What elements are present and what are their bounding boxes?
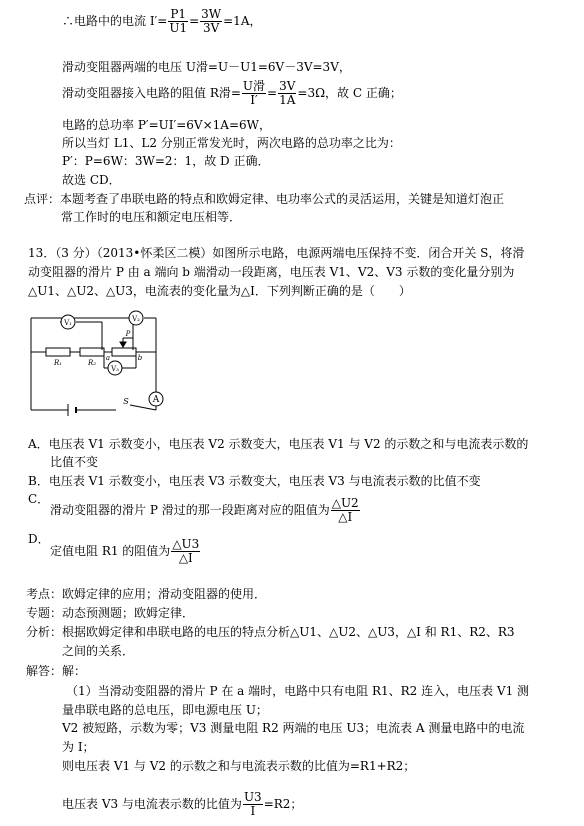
option-b-text: 电压表 V1 示数变小，电压表 V3 示数变大，电压表 V3 与电流表示数的比值不变 (48, 474, 481, 488)
kaodian-text: 欧姆定律的应用；滑动变阻器的使用． (62, 587, 267, 601)
solution-line-power: 电路的总功率 P′=UI′=6V×1A=6W， (62, 118, 271, 132)
jieda-label: 解答： (26, 664, 63, 678)
jieda-text: 解： (62, 664, 87, 678)
comment-text-cont: 常工作时的电压和额定电压相等． (61, 210, 242, 224)
solution-line-resistance: 滑动变阻器接入电路的阻值 R滑= $\frac{\text{U滑}}{I'}$ = $\frac{3V}{1A}$ =3Ω，故 C 正确； (62, 79, 402, 107)
fraction: $\frac{U3}{I}$ (243, 790, 262, 818)
zhuanti-text: 动态预测题；欧姆定律． (62, 606, 195, 620)
r2-label: R₂ (87, 359, 97, 367)
fenxi-text: 根据欧姆定律和串联电路的电压的特点分析△U1、△U2、△U3，△I 和 R1、R2、R3 (62, 625, 515, 639)
solution-step: 量串联电路的总电压，即电源电压 U； (62, 703, 268, 717)
solution-step: 为 I； (62, 740, 95, 754)
solution-line-current: ∴电路中的电流 I′= $\frac{P1}{U1}$ = $\frac{3W}{3V}$ =1A， (62, 7, 262, 35)
option-a-text: 电压表 V1 示数变小，电压表 V2 示数变大，电压表 V1 与 V2 的示数之和与电流表示数的 (48, 437, 529, 451)
fenxi-label: 分析： (26, 625, 63, 639)
circuit-diagram (28, 308, 180, 420)
solution-line-ratio-intro: 所以当灯 L1、L2 分别正常发光时，两次电路的总功率之比为： (62, 136, 401, 150)
option-d-text: 定值电阻 R1 的阻值为 (50, 544, 171, 558)
switch-label: S (123, 397, 129, 406)
solution-step: V2 被短路，示数为零；V3 测量电阻 R2 两端的电压 U3；电流表 A 测量电路中的电流 (62, 721, 525, 735)
r1-label: R₁ (53, 359, 63, 367)
p-label: P (125, 330, 131, 338)
option-c-label[interactable]: C． (28, 492, 50, 506)
solution-line-voltage: 滑动变阻器两端的电压 U滑=U－U1=6V－3V=3V， (62, 60, 351, 74)
v1-label: V₁ (64, 319, 72, 327)
question-line: △U1、△U2、△U3，电流表的变化量为△I．下列判断正确的是（ ） (28, 284, 411, 298)
fraction: $\frac{\text{U滑}}{I'}$ (242, 79, 266, 107)
option-d[interactable] (50, 538, 201, 565)
ammeter-label: A (152, 395, 160, 405)
option-a[interactable] (28, 437, 528, 452)
zhuanti-line (26, 606, 194, 621)
option-b[interactable] (28, 474, 481, 489)
text: ∴电路中的电流 I′= (62, 14, 168, 28)
fraction: $\frac{\triangle U2}{\triangle I}$ (331, 496, 359, 524)
kaodian-line (26, 587, 266, 602)
solution-line-answer: 故选 CD． (62, 173, 121, 187)
fenxi-line (26, 625, 515, 640)
option-a-text-cont: 比值不变 (50, 455, 99, 469)
fraction: $\frac{3W}{3V}$ (201, 7, 222, 35)
b-label: b (137, 354, 143, 362)
solution-step: （1）当滑动变阻器的滑片 P 在 a 端时，电路中只有电阻 R1、R2 连入，电压表 V1 测 (66, 684, 530, 698)
fraction: $\frac{P1}{U1}$ (169, 7, 188, 35)
question-line: 13．（3 分）（2013•怀柔区二模）如图所示电路，电源两端电压保持不变．闭合开关 S，将滑 (28, 246, 525, 260)
fenxi-text-cont: 之间的关系． (62, 644, 135, 658)
option-c[interactable] (50, 497, 361, 524)
comment-block (24, 192, 504, 207)
kaodian-label: 考点： (26, 587, 63, 601)
question-line: 动变阻器的滑片 P 由 a 端向 b 端滑动一段距离，电压表 V1、V2、V3 示数的变化量分别为 (28, 265, 515, 279)
option-c-text: 滑动变阻器的滑片 P 滑过的那一段距离对应的阻值为 (50, 503, 330, 517)
option-a-label: A． (28, 437, 49, 451)
option-d-label[interactable]: D． (28, 532, 50, 546)
comment-text: 本题考查了串联电路的特点和欧姆定律、电功率公式的灵活运用，关键是知道灯泡正 (60, 192, 505, 206)
solution-line-ratio: P′：P=6W：3W=2：1，故 D 正确． (62, 154, 270, 168)
v2-label: V₂ (132, 315, 140, 323)
zhuanti-label: 专题： (26, 606, 63, 620)
fraction: $\frac{3V}{1A}$ (279, 79, 296, 107)
v3-label: V₃ (111, 365, 119, 373)
solution-step: 则电压表 V1 与 V2 的示数之和与电流表示数的比值为=R1+R2； (62, 759, 416, 773)
comment-label: 点评： (24, 192, 61, 206)
option-b-label: B． (28, 474, 49, 488)
solution-step-ratio: 电压表 V3 与电流表示数的比值为 $\frac{U3}{I}$ =R2； (62, 790, 303, 818)
a-label: a (105, 354, 111, 362)
jieda-line (26, 664, 86, 679)
fraction: $\frac{\triangle U3}{\triangle I}$ (172, 537, 200, 565)
